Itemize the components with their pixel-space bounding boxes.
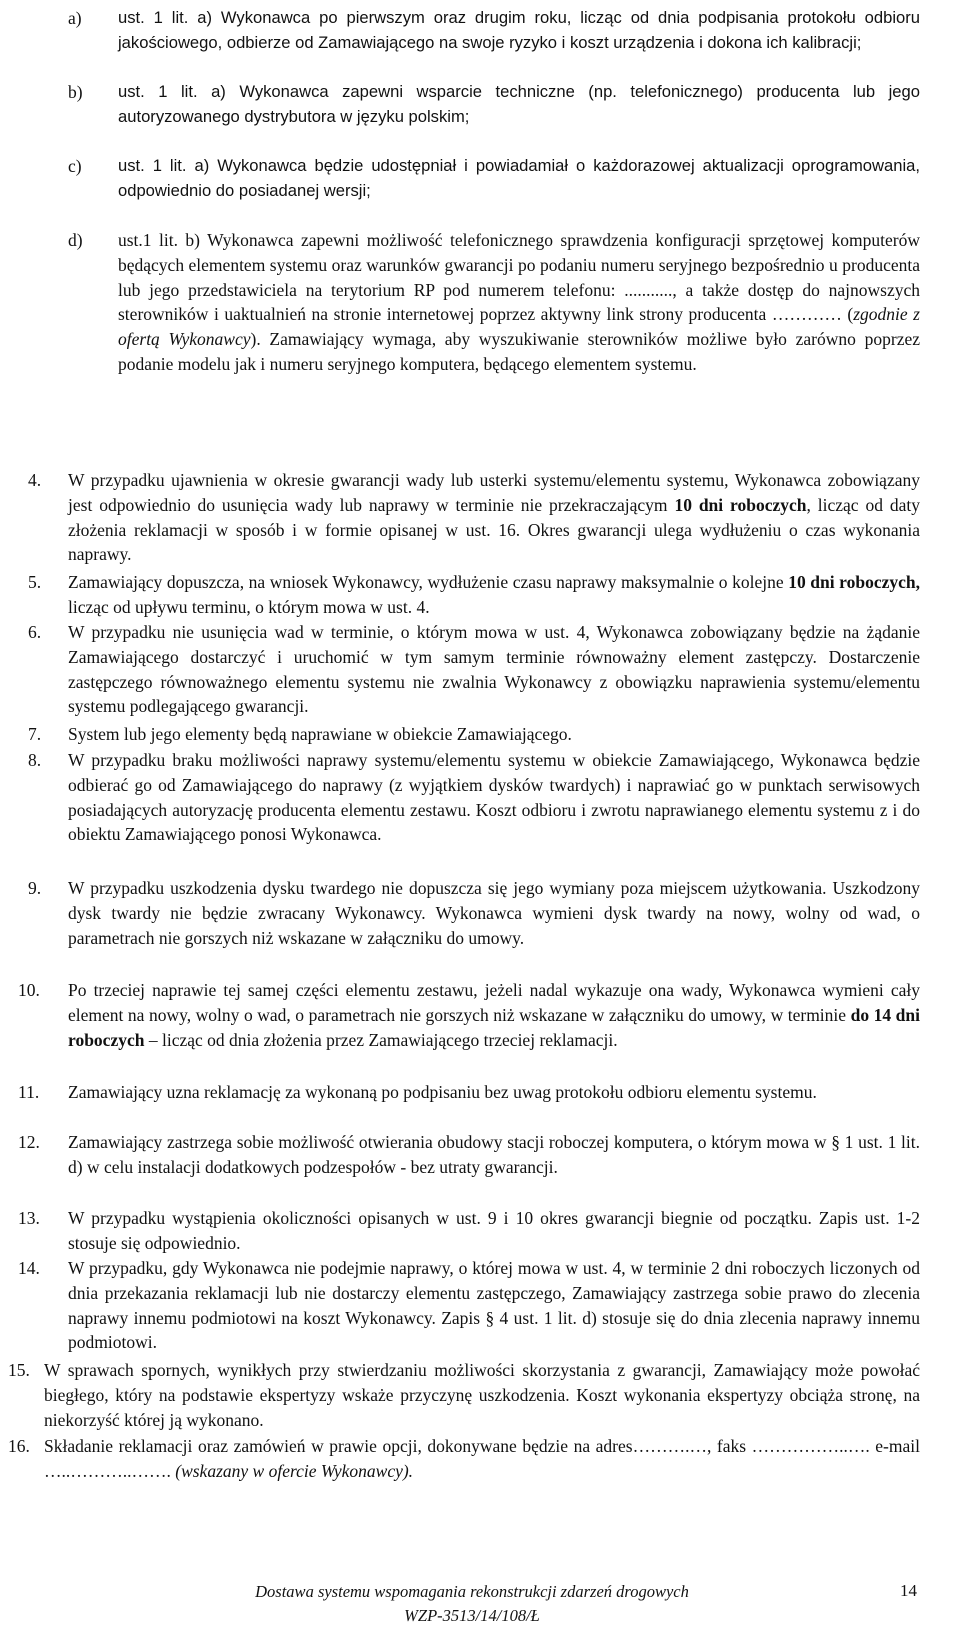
list-item-6 bbox=[28, 620, 920, 722]
list-item-number: 10. bbox=[18, 980, 40, 1000]
sub-item-marker: a) bbox=[68, 8, 82, 28]
list-item-number: 8. bbox=[28, 750, 42, 770]
sub-item-b bbox=[68, 80, 920, 130]
sub-item-text-part: ). Zamawiający wymaga, aby wyszukiwanie sterowników możliwe było zarówno poprzez podanie modelu jak i numeru seryjnego komputera, będącego elementem systemu. bbox=[118, 329, 920, 374]
sub-item-marker: b) bbox=[68, 82, 83, 102]
sub-item-text: ust. 1 lit. a) Wykonawca zapewni wsparcie techniczne (np. telefonicznego) producenta lub jego autoryzowanego dystrybutora w języku polskim; bbox=[118, 82, 920, 126]
text-part: Zamawiający dopuszcza, na wniosek Wykonawcy, wydłużenie czasu naprawy maksymalnie o kolejne bbox=[68, 572, 789, 592]
offer-note: (wskazany w ofercie Wykonawcy). bbox=[175, 1460, 414, 1481]
list-item-16 bbox=[8, 1434, 920, 1484]
text-part: , licząc od daty złożenia reklamacji w sposób i w formie opisanej w ust. 16. Okres gwarancji ulega wydłużeniu o czas wykonania naprawy. bbox=[68, 494, 920, 565]
emphasis: do 14 dni roboczych bbox=[68, 1004, 921, 1050]
list-item-text: Zamawiający uzna reklamację za wykonaną po podpisaniu bez uwag protokołu odbioru elementu systemu. bbox=[68, 1082, 817, 1102]
list-item-9 bbox=[28, 876, 920, 978]
list-item-4 bbox=[28, 468, 920, 570]
list-item-text: W sprawach spornych, wynikłych przy stwierdzaniu możliwości skorzystania z gwarancji, Zamawiający może powołać biegłego, który na podstawie ekspertyzy wskaże przyczynę uszkodzenia. Koszt wykonania ekspertyzy obciąża stronę, na niekorzyść której ją wykonano. bbox=[44, 1360, 920, 1430]
list-item-number: 12. bbox=[18, 1132, 40, 1152]
text-part: Po trzeciej naprawie tej samej części elementu zestawu, jeżeli nadal wykazuje ona wady, Wykonawca wymieni cały element na nowy, wolny o wad, o parametrach nie gorszych niż wskazane w załączniku do umowy, w terminie bbox=[68, 980, 920, 1025]
list-item-number: 14. bbox=[18, 1258, 40, 1278]
list-item-number: 13. bbox=[18, 1208, 40, 1228]
list-item-number: 9. bbox=[28, 878, 42, 898]
list-item-number: 6. bbox=[28, 622, 42, 642]
list-item-number: 16. bbox=[8, 1436, 30, 1456]
offer-note: zgodnie z ofertą Wykonawcy bbox=[118, 304, 920, 349]
list-item-number: 7. bbox=[28, 724, 42, 744]
footer-title: Dostawa systemu wspomagania rekonstrukcji zdarzeń drogowych bbox=[255, 1582, 689, 1601]
list-item-text: W przypadku, gdy Wykonawca nie podejmie naprawy, o której mowa w ust. 4, w terminie 2 dni roboczych liczonych od dnia przekazania reklamacji lub nie dostarczy elementu zastępczego, Zamawiający zastrzega sobie prawo do zlecenia naprawy innemu podmiotowi na koszt Wykonawcy. Zapis § 4 ust. 1 lit. d) stosuje się do dnia zlecenia naprawy innemu podmiotowi. bbox=[68, 1258, 920, 1353]
list-item-text: System lub jego elementy będą naprawiane w obiekcie Zamawiającego. bbox=[68, 724, 572, 744]
list-item-number: 4. bbox=[28, 470, 42, 490]
list-item-text: W przypadku wystąpienia okoliczności opisanych w ust. 9 i 10 okres gwarancji biegnie od początku. Zapis ust. 1-2 stosuje się odpowiednio. bbox=[68, 1208, 920, 1253]
list-item-text: W przypadku braku możliwości naprawy systemu/elementu systemu w obiekcie Zamawiającego, Wykonawca będzie odbierać go od Zamawiającego do naprawy (z wyjątkiem dysków twardych) i naprawiać go w punktach serwisowych posiadających autoryzację producenta elementu zestawu. Koszt odbioru i zwrotu naprawianego elementu systemu z i do obiektu Zamawiającego ponosi Wykonawca. bbox=[68, 750, 920, 845]
list-item-15 bbox=[8, 1358, 920, 1434]
text-part: Składanie reklamacji oraz zamówień w prawie opcji, dokonywane będzie na adres……….…, faks ……………..…. e-mail …..………..……. bbox=[44, 1436, 920, 1481]
list-item-number: 5. bbox=[28, 572, 42, 592]
sub-item-a bbox=[68, 6, 920, 82]
sub-item-text bbox=[118, 228, 920, 377]
list-item-8 bbox=[28, 748, 920, 876]
list-item-text bbox=[68, 570, 920, 620]
sub-item-c bbox=[68, 154, 920, 204]
list-item-12 bbox=[18, 1130, 920, 1206]
list-item-text: W przypadku nie usunięcia wad w terminie, o którym mowa w ust. 4, Wykonawca zobowiązany będzie na żądanie Zamawiającego dostarczyć i uruchomić w tym samym terminie równoważny element zastępczy. Dostarczenie zastępczego równoważnego elementu systemu nie zwalnia Wykonawcy z obowiązku naprawienia systemu/elementu systemu podlegającego gwarancji. bbox=[68, 622, 920, 717]
list-item-number: 11. bbox=[18, 1082, 40, 1102]
sub-item-text: ust. 1 lit. a) Wykonawca będzie udostępniał i powiadamiał o każdorazowej aktualizacji oprogramowania, odpowiednio do posiadanej wersji; bbox=[118, 156, 920, 200]
text-part: licząc od upływu terminu, o którym mowa w ust. 4. bbox=[68, 596, 430, 617]
list-item-14 bbox=[18, 1256, 920, 1358]
sub-item-marker: c) bbox=[68, 156, 82, 176]
emphasis: 10 dni roboczych, bbox=[788, 572, 920, 592]
emphasis: 10 dni roboczych bbox=[674, 494, 807, 515]
list-item-11 bbox=[18, 1080, 920, 1130]
list-item-number: 15. bbox=[8, 1360, 30, 1380]
list-item-5 bbox=[28, 570, 920, 620]
text-part: – licząc od dnia złożenia przez Zamawiającego trzeciej reklamacji. bbox=[144, 1029, 618, 1050]
list-item-text: W przypadku uszkodzenia dysku twardego nie dopuszcza się jego wymiany poza miejscem użytkowania. Uszkodzony dysk twardy nie będzie zwracany Wykonawcy. Wykonawca wymieni dysk twardy na nowy, wolny od wad, o parametrach nie gorszych niż wskazane w załączniku do umowy. bbox=[68, 878, 920, 948]
list-item-text: Zamawiający zastrzega sobie możliwość otwierania obudowy stacji roboczej komputera, o którym mowa w § 1 ust. 1 lit. d) w celu instalacji dodatkowych podzespołów - bez utraty gwarancji. bbox=[68, 1132, 920, 1177]
list-item-7 bbox=[28, 722, 920, 748]
text-part: W przypadku ujawnienia w okresie gwarancji wady lub usterki systemu/elementu systemu, Wykonawca zobowiązany jest odpowiednio do usunięcia wady lub naprawy w terminie nie przekraczającym bbox=[68, 470, 920, 515]
footer bbox=[0, 1581, 960, 1636]
list-item-13 bbox=[18, 1206, 920, 1256]
sub-item-text-part: ust.1 lit. b) Wykonawca zapewni możliwość telefonicznego sprawdzenia konfiguracji sprzętowej komputerów będących elementem systemu oraz warunków gwarancji po podaniu numeru seryjnego bezpośrednio u producenta lub jego przedstawiciela na terytorium RP pod numerem telefonu: ..........., a także dostęp do najnowszych sterowników i uaktualnień na stronie internetowej poprzez aktywny link strony producenta ………… ( bbox=[118, 230, 920, 325]
footer-code: WZP-3513/14/108/Ł bbox=[404, 1606, 540, 1625]
list-item-text bbox=[68, 978, 920, 1052]
sub-item-d bbox=[68, 228, 920, 458]
sub-item-marker: d) bbox=[68, 230, 83, 250]
page-number: 14 bbox=[900, 1581, 917, 1600]
list-item-text bbox=[68, 468, 920, 567]
list-item-10 bbox=[18, 978, 920, 1080]
list-item-text bbox=[44, 1434, 920, 1484]
sub-item-text: ust. 1 lit. a) Wykonawca po pierwszym oraz drugim roku, licząc od dnia podpisania protokołu odbioru jakościowego, odbierze od Zamawiającego na swoje ryzyko i koszt urządzenia i dokona ich kalibracji; bbox=[118, 8, 920, 52]
